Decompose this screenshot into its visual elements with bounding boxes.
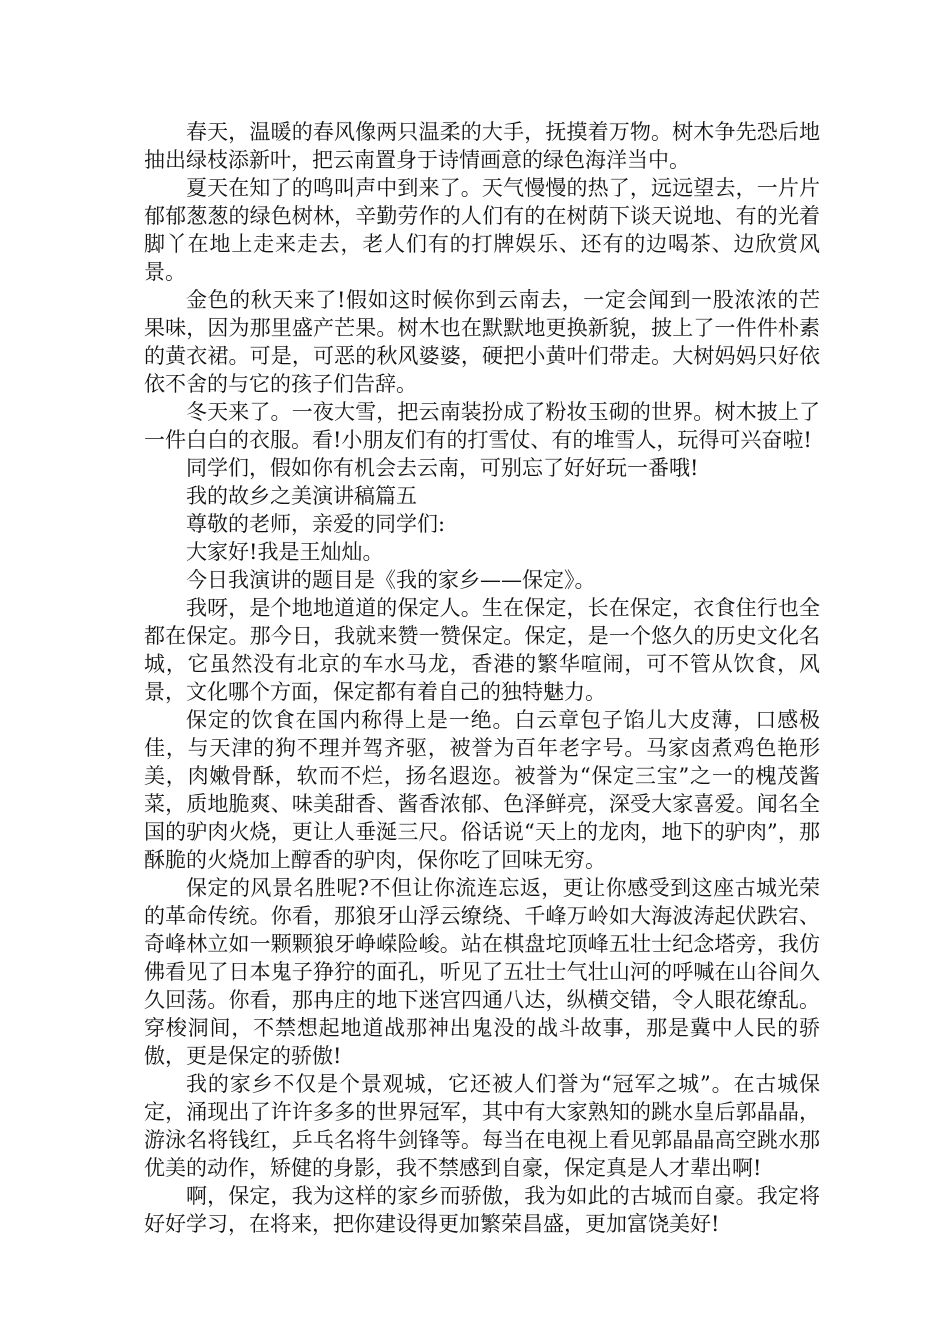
salutation: 尊敬的老师，亲爱的同学们: — [186, 512, 446, 536]
paragraph-autumn: 金色的秋天来了!假如这时候你到云南去，一定会闻到一股浓浓的芒果味，因为那里盛产芒果。树木也在默默地更换新貌，披上了一件件朴素的黄衣裙。可是，可恶的秋风婆婆，硬把小黄叶们带走。大树妈妈只好依依不舍的与它的孩子们告辞。 — [144, 288, 820, 396]
paragraph-conclusion: 啊，保定，我为这样的家乡而骄傲，我为如此的古城而自豪。我定将好好学习，在将来，把你建设得更加繁荣昌盛，更加富饶美好! — [144, 1184, 820, 1236]
document-body — [144, 118, 820, 1238]
paragraph-scenery: 保定的风景名胜呢?不但让你流连忘返，更让你感受到这座古城光荣的革命传统。你看，那狼牙山浮云缭绕、千峰万岭如大海波涛起伏跌宕、奇峰林立如一颗颗狼牙峥嵘险峻。站在棋盘坨顶峰五壮士纪念塔旁，我仿佛看见了日本鬼子狰狞的面孔，听见了五壮士气壮山河的呼喊在山谷间久久回荡。你看，那冉庄的地下迷宫四通八达，纵横交错，令人眼花缭乱。穿梭洞间，不禁想起地道战那神出鬼没的战斗故事，那是冀中人民的骄傲，更是保定的骄傲! — [144, 876, 820, 1068]
greeting: 大家好!我是王灿灿。 — [186, 540, 384, 564]
speech-title-line: 今日我演讲的题目是《我的家乡——保定》。 — [186, 568, 596, 592]
paragraph-spring: 春天，温暖的春风像两只温柔的大手，抚摸着万物。树木争先恐后地抽出绿枝添新叶，把云南置身于诗情画意的绿色海洋当中。 — [144, 120, 820, 172]
paragraph-summer: 夏天在知了的鸣叫声中到来了。天气慢慢的热了，远远望去，一片片郁郁葱葱的绿色树林，辛勤劳作的人们有的在树荫下谈天说地、有的光着脚丫在地上走来走去，老人们有的打牌娱乐、还有的边喝茶、边欣赏风景。 — [144, 176, 820, 284]
paragraph-food: 保定的饮食在国内称得上是一绝。白云章包子馅儿大皮薄，口感极佳，与天津的狗不理并驾齐驱，被誉为百年老字号。马家卤煮鸡色艳形美，肉嫩骨酥，软而不烂，扬名遐迩。被誉为“保定三宝”之一的槐茂酱菜，质地脆爽、味美甜香、酱香浓郁、色泽鲜亮，深受大家喜爱。闻名全国的驴肉火烧，更让人垂涎三尺。俗话说“天上的龙肉，地下的驴肉”，那酥脆的火烧加上醇香的驴肉，保你吃了回味无穷。 — [144, 708, 820, 872]
paragraph-winter: 冬天来了。一夜大雪，把云南装扮成了粉妆玉砌的世界。树木披上了一件白白的衣服。看!小朋友们有的打雪仗、有的堆雪人，玩得可兴奋啦! — [144, 400, 820, 452]
paragraph-invitation: 同学们，假如你有机会去云南，可别忘了好好玩一番哦! — [186, 456, 699, 480]
paragraph-champions: 我的家乡不仅是个景观城，它还被人们誉为“冠军之城”。在古城保定，涌现出了许许多多的世界冠军，其中有大家熟知的跳水皇后郭晶晶，游泳名将钱红，乒乓名将牛剑锋等。每当在电视上看见郭晶晶高空跳水那优美的动作，矫健的身影，我不禁感到自豪，保定真是人才辈出啊! — [144, 1072, 820, 1180]
paragraph-intro: 我呀，是个地地道道的保定人。生在保定，长在保定，衣食住行也全都在保定。那今日，我就来赞一赞保定。保定，是一个悠久的历史文化名城，它虽然没有北京的车水马龙，香港的繁华喧闹，可不管从饮食，风景，文化哪个方面，保定都有着自己的独特魅力。 — [144, 596, 820, 704]
section-heading: 我的故乡之美演讲稿篇五 — [186, 484, 417, 508]
